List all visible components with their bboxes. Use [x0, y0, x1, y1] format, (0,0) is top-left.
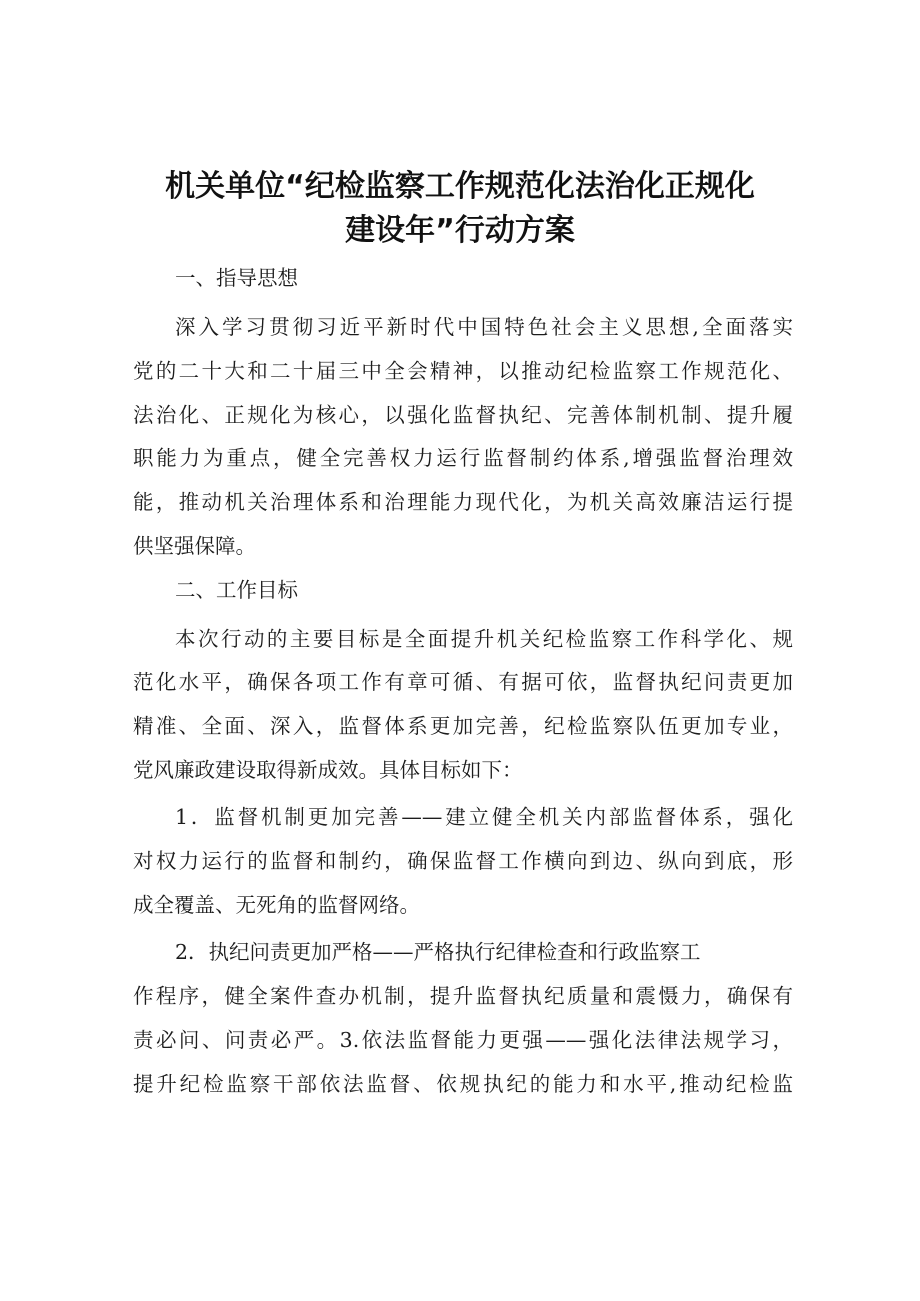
paragraph-line: 精准、全面、深入，监督体系更加完善，纪检监察队伍更加专业，	[133, 714, 793, 738]
list-item-line: 提升纪检监察干部依法监督、依规执纪的能力和水平,推动纪检监	[133, 1072, 793, 1096]
list-item-line: 对权力运行的监督和制约，确保监督工作横向到边、纵向到底，形	[133, 849, 793, 873]
document-title-line-2: 建设年”行动方案	[345, 213, 575, 248]
section-heading-guiding-ideology: 一、指导思想	[175, 266, 298, 290]
list-item-line: 2．执纪问责更加严格——严格执行纪律检查和行政监察工	[175, 940, 701, 964]
paragraph-line: 深入学习贯彻习近平新时代中国特色社会主义思想,全面落实	[175, 315, 793, 339]
paragraph-line: 范化水平，确保各项工作有章可循、有据可依，监督执纪问责更加	[133, 670, 793, 694]
list-item-line: 作程序，健全案件查办机制，提升监督执纪质量和震慑力，确保有	[133, 984, 793, 1008]
list-item-line: 责必问、问责必严。3.依法监督能力更强——强化法律法规学习，	[133, 1028, 793, 1052]
paragraph-line: 本次行动的主要目标是全面提升机关纪检监察工作科学化、规	[175, 627, 793, 651]
paragraph-line: 能，推动机关治理体系和治理能力现代化，为机关高效廉洁运行提	[133, 490, 793, 514]
list-item-line: 1．监督机制更加完善——建立健全机关内部监督体系，强化	[175, 805, 793, 829]
paragraph-line: 党风廉政建设取得新成效。具体目标如下：	[133, 758, 523, 782]
paragraph-line: 法治化、正规化为核心，以强化监督执纪、完善体制机制、提升履	[133, 403, 793, 427]
paragraph-line: 职能力为重点，健全完善权力运行监督制约体系,增强监督治理效	[133, 446, 793, 470]
paragraph-line: 党的二十大和二十届三中全会精神，以推动纪检监察工作规范化、	[133, 359, 793, 383]
section-heading-work-objectives: 二、工作目标	[175, 578, 298, 602]
list-item-line: 成全覆盖、无死角的监督网络。	[133, 893, 420, 917]
document-title-line-1: 机关单位“纪检监察工作规范化法治化正规化	[165, 169, 755, 204]
paragraph-line: 供坚强保障。	[133, 534, 256, 558]
